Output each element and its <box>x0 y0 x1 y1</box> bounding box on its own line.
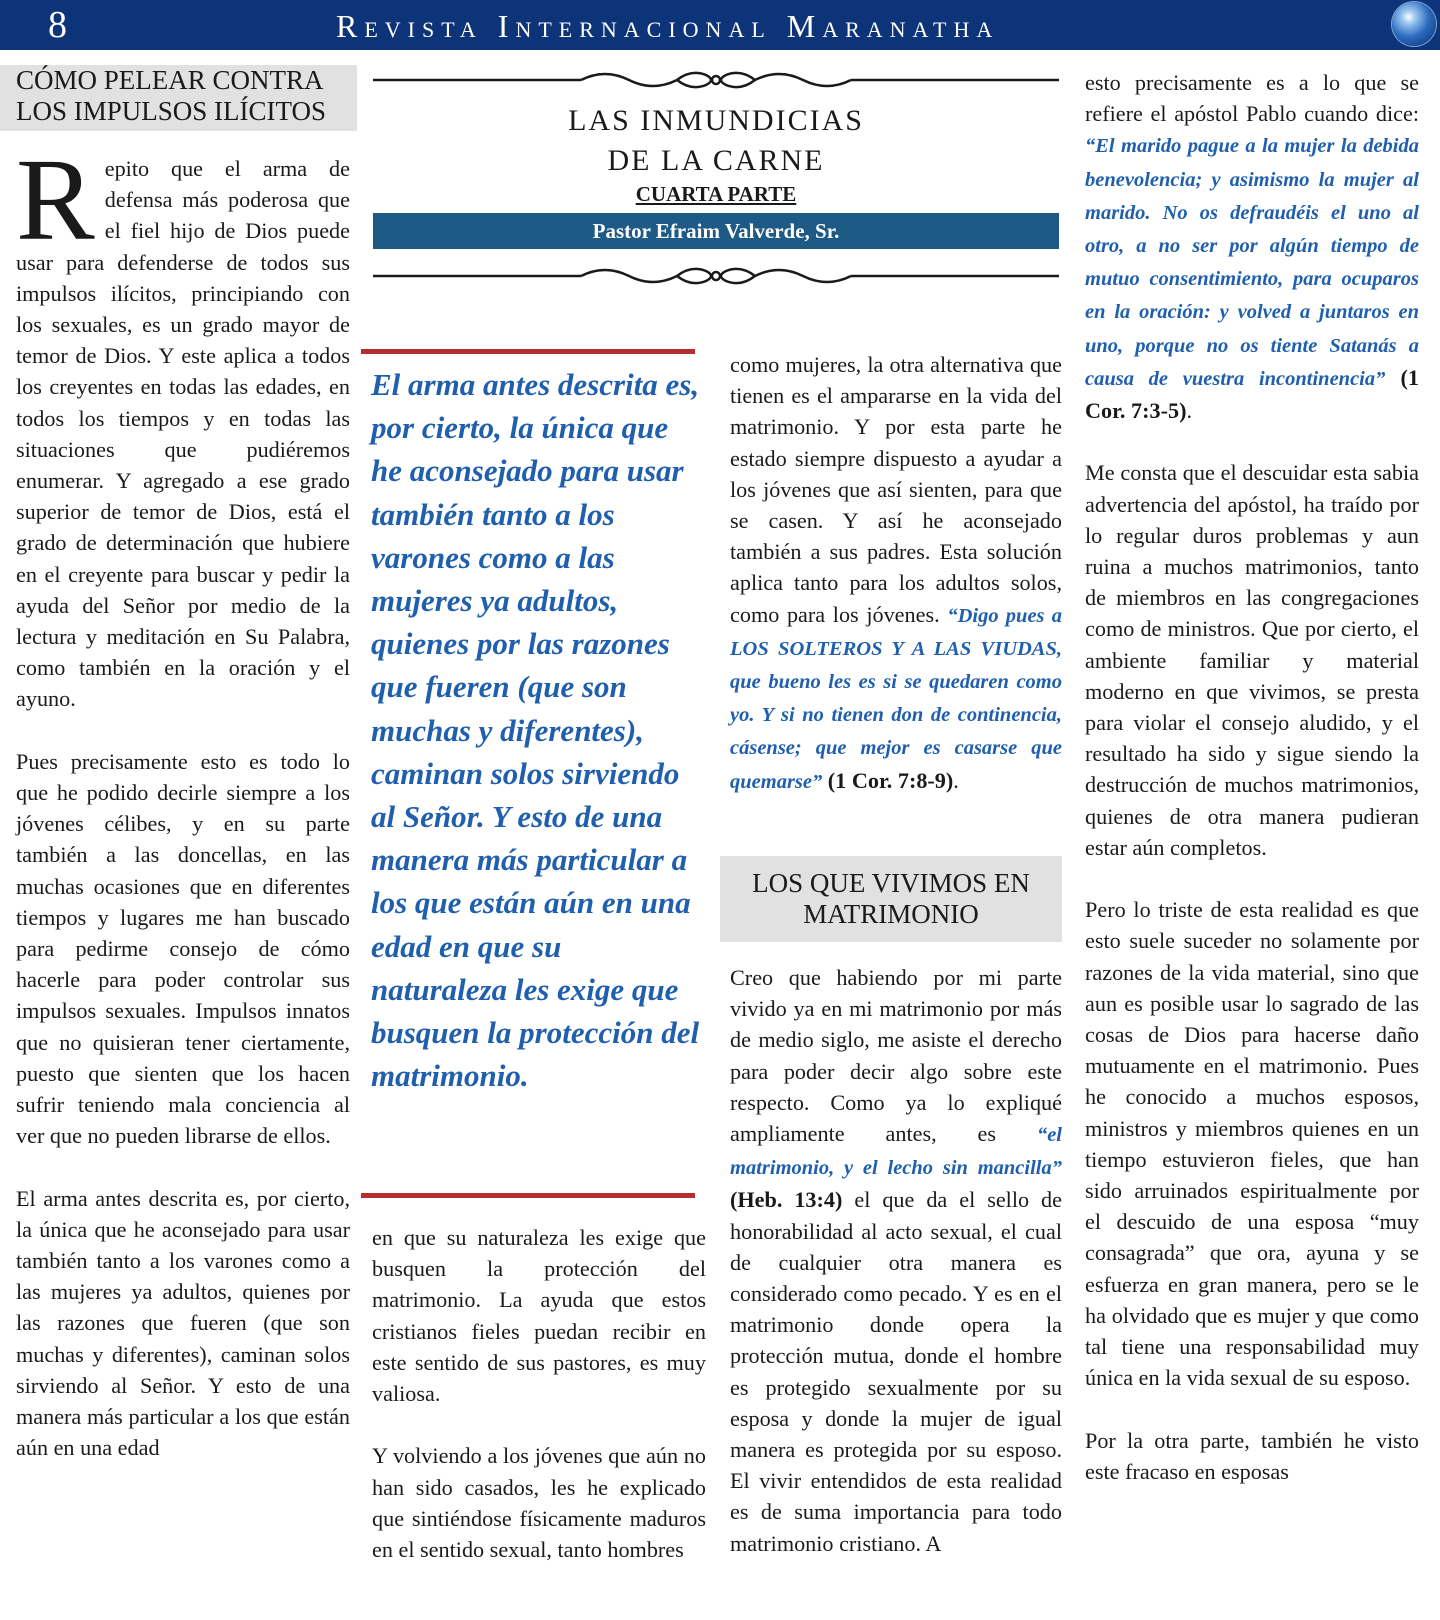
article-title <box>373 101 1059 181</box>
paragraph <box>730 349 1062 798</box>
paragraph: El arma antes descrita es, por cierto, la única que he aconsejado para usar también tanto a los varones como a las mujeres ya adultos, quienes por las razones que fueren (que son muchas y diferentes), caminan solos sirviendo al Señor. Y esto de una manera más particular a los que están aún en una edad <box>16 1185 350 1461</box>
section-heading-line: MATRIMONIO <box>803 899 979 929</box>
paragraph: Pues precisamente esto es todo lo que he podido decirle siempre a los jóvenes célibes, y en su parte también a las doncellas, en las muchas ocasiones que en diferentes tiempos y lugares me han buscado para pedirme consejo de cómo hacerle para poder controlar sus impulsos sexuales. Impulsos innatos que no quisieran tener ciertamente, puesto que sienten que los hacen sufrir teniendo mala conciencia al ver que no pueden librarse de ellos. <box>16 748 350 1149</box>
pull-quote: El arma antes descrita es, por cierto, la única que he aconsejado para usar también tanto a los varones como a las mujeres ya adultos, quienes por las razones que fueren (que son muchas y diferentes), caminan solos sirviendo al Señor. Y esto de una manera más particular a los que están aún en una edad en que su naturaleza les exige que busquen la protección del matrimonio. <box>371 367 700 1094</box>
column-3-continued <box>730 962 1062 1590</box>
punctuation: . <box>953 767 959 793</box>
top-ornament-icon <box>373 65 1059 95</box>
punctuation: . <box>1186 398 1193 424</box>
scripture-reference: (1 Cor. 7:3-5) <box>1085 364 1420 424</box>
pull-quote-top-rule <box>361 349 695 354</box>
scripture-reference: (1 Cor. 7:8-9) <box>827 767 954 793</box>
section-heading-matrimonio <box>720 856 1062 942</box>
page-number: 8 <box>48 4 67 46</box>
paragraph: Me consta que el descuidar esta sabia advertencia del apóstol, ha traído por lo regular duros problemas y aun ruina a muchos matrimonios, tanto de miembros en las congregaciones como de ministros. Que por cierto, el ambiente familiar y material moderno en que vivimos, se presta para violar el consejo aludido, y el resultado ha sido y sigue siendo la destrucción de muchos matrimonios, quienes de otra manera pudieran estar aún completos. <box>1085 460 1419 860</box>
column-3 <box>730 349 1062 829</box>
column-2 <box>372 1222 706 1596</box>
author-bar: Pastor Efraim Valverde, Sr. <box>373 213 1059 249</box>
article-subtitle: CUARTA PARTE <box>635 182 797 206</box>
section-heading-impulsos <box>0 65 357 131</box>
page-header <box>0 0 1440 50</box>
paragraph: en que su naturaleza les exige que busquen la protección del matrimonio. La ayuda que estos cristianos fieles puedan recibir en este sentido de sus pastores, es muy valiosa. <box>372 1225 706 1407</box>
article-title-line: LAS INMUNDICIAS <box>568 104 864 137</box>
column-4 <box>1085 67 1419 1518</box>
scripture-quote: “El marido pague a la mujer la debida benevolencia; y asimismo la mujer al marido. No os defraudéis el uno al otro, a no ser por algún tiempo de mutuo consentimiento, para ocuparos en la oración: y volved a juntaros en uno, porque no os tiente Satanás a causa de vuestra incontinencia” <box>1085 135 1419 390</box>
paragraph-text: epito que el arma de defensa más poderosa que el fiel hijo de Dios puede usar para defenderse de todos sus impulsos ilícitos, principiando con los sexuales, es un grado mayor de temor de Dios. Y este aplica a todos los creyentes en todas las edades, en todos los tiempos y en todas las situaciones que pudiéremos enumerar. Y agregado a ese grado superior de temor de Dios, está el grado de determinación que hubiere en el creyente para buscar y pedir la ayuda del Señor por medio de la lectura y meditación en Su Palabra, como también en la oración y el ayuno. <box>16 156 350 712</box>
column-1 <box>16 134 350 1495</box>
pull-quote-bottom-rule <box>361 1193 695 1198</box>
scripture-quote: “Digo pues a LOS SOLTEROS Y A LAS VIUDAS, que bueno les es si se quedaren como yo. Y si no tienen don de continencia, cásense; que mejor es casarse que quemarse” <box>730 604 1063 793</box>
paragraph <box>730 962 1062 1559</box>
paragraph: Pero lo triste de esta realidad es que esto suele suceder no solamente por razones de la vida material, sino que aun es posible usar lo sagrado de las cosas de Dios para hacerse daño mutuamente en el matrimonio. Pues he conocido a muchos esposos, ministros y miembros quienes en un tiempo estuvieron fieles, que han sido arruinados espiritualmente por el descuido de una esposa “muy consagrada” que ora, ayuna y se esfuerza en gran manera, pero se le ha olvidado que es mujer y que como tal tiene una responsabilidad muy única en la vida sexual de su esposo. <box>1085 897 1419 1391</box>
paragraph-text: como mujeres, la otra alternativa que tienen es el ampararse en la vida del matrimonio. Y por esta parte he estado siempre dispuesto a ayudar a los jóvenes que así sienten, para que se casen. Y así he aconsejado también a sus padres. Esta solución aplica tanto para los adultos solos, como para los jóvenes. <box>730 352 1062 627</box>
section-heading-line: LOS QUE VIVIMOS EN <box>752 868 1030 898</box>
paragraph <box>1085 67 1419 426</box>
globe-icon <box>1392 2 1436 46</box>
article-title-line: DE LA CARNE <box>607 144 825 177</box>
drop-cap: R <box>16 134 95 265</box>
paragraph: Y volviendo a los jóvenes que aún no han sido casados, les he explicado que sintiéndose físicamente maduros en el sentido sexual, tanto hombres <box>372 1443 706 1563</box>
scripture-quote: “el matrimonio, y el lecho sin mancilla” <box>730 1124 1062 1180</box>
paragraph-text: esto precisamente es a lo que se refiere el apóstol Pablo cuando dice: <box>1085 70 1419 127</box>
paragraph <box>16 134 350 715</box>
section-heading-line: CÓMO PELEAR CONTRA <box>16 65 324 95</box>
magazine-title: Revista Internacional Maranatha <box>336 8 1000 44</box>
article-title-block <box>373 65 1059 295</box>
bottom-ornament-icon <box>373 261 1059 291</box>
section-heading-line: LOS IMPULSOS ILÍCITOS <box>16 96 327 126</box>
paragraph-text: el que da el sello de honorabilidad al acto sexual, el cual de cualquier otra manera es considerado como pecado. Y es en el matrimonio donde opera la protección mutua, donde el hombre es protegido sexualmente por su esposa y donde la mujer de igual manera es protegida por su esposo. El vivir entendidos de esta realidad es de suma importancia para todo matrimonio cristiano. A <box>730 1187 1062 1556</box>
paragraph-text: Creo que habiendo por mi parte vivido ya en mi matrimonio por más de medio siglo, me asiste el derecho para poder decir algo sobre este respecto. Como ya lo expliqué ampliamente antes, es <box>730 965 1062 1147</box>
paragraph: Por la otra parte, también he visto este fracaso en esposas <box>1085 1427 1419 1484</box>
scripture-reference: (Heb. 13:4) <box>730 1187 843 1213</box>
